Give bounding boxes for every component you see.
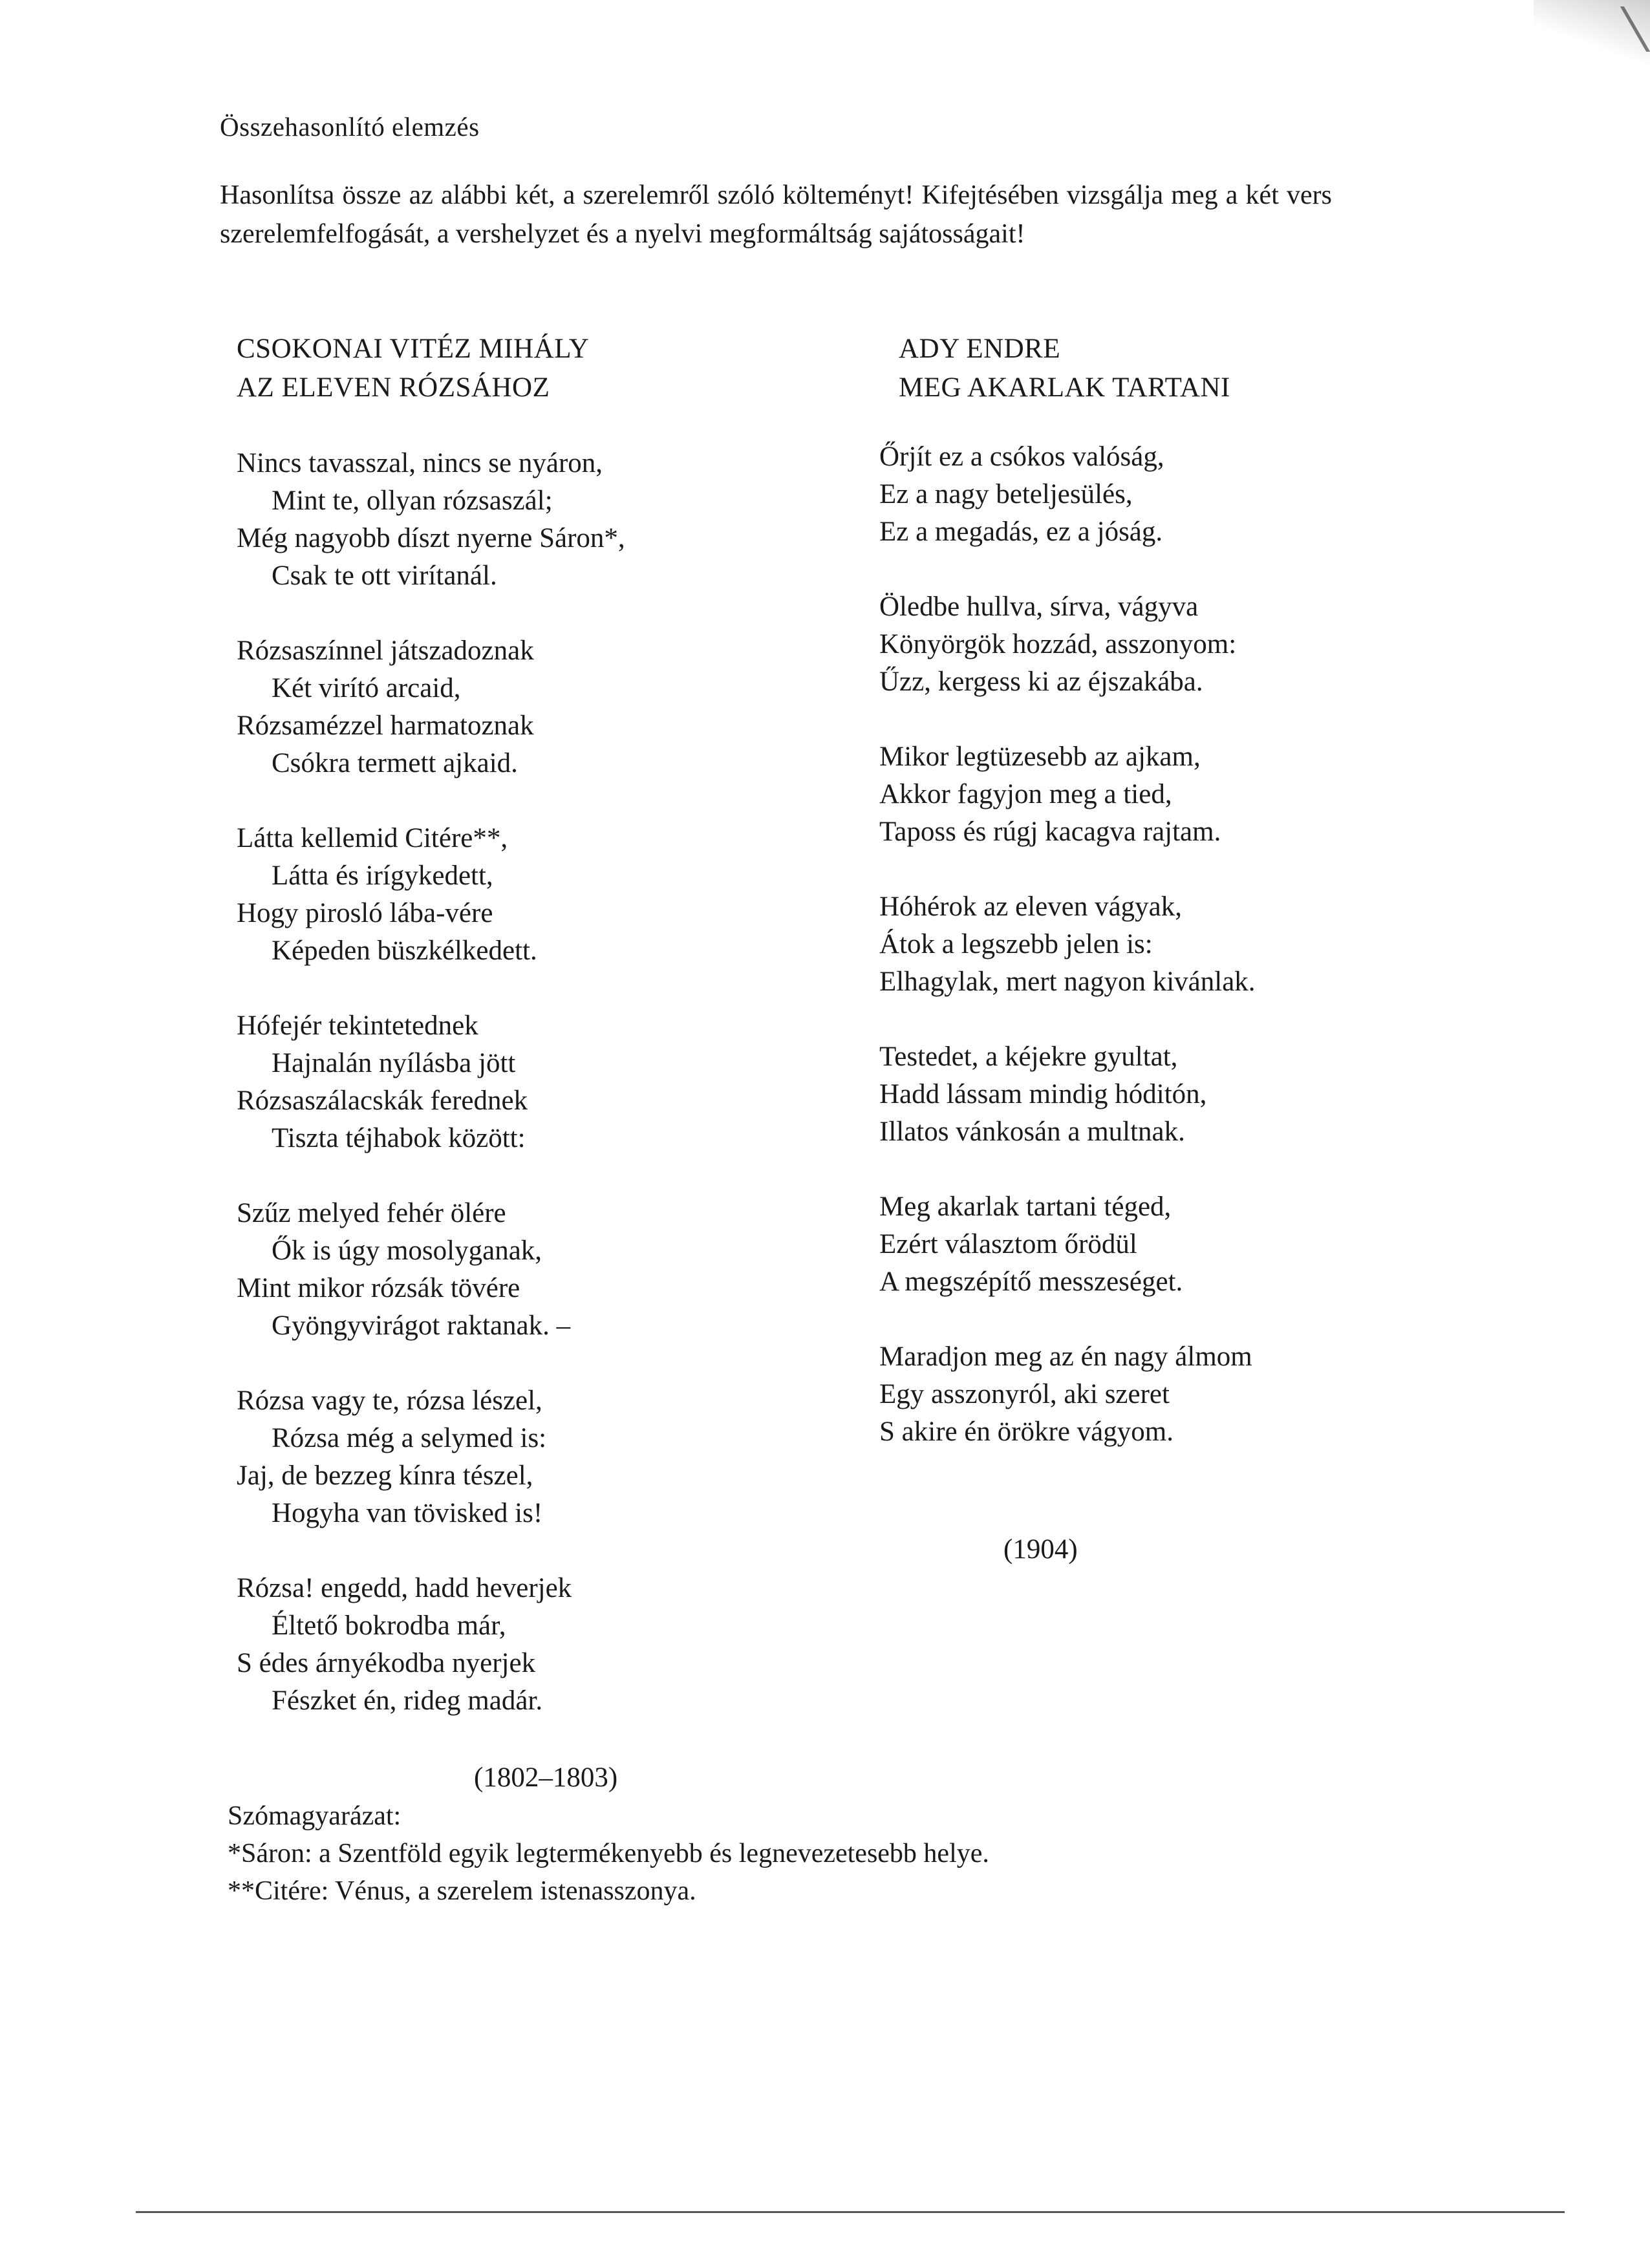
poem-line: Átok a legszebb jelen is:: [879, 929, 1153, 959]
poem-line: Látta és irígykedett,: [272, 861, 493, 891]
poem-line: Akkor fagyjon meg a tied,: [879, 779, 1172, 809]
poem-stanza: [237, 632, 625, 782]
poem-line: Rózsaszínnel játszadoznak: [237, 636, 534, 666]
poem-stanza: [879, 1188, 1256, 1301]
glossary-entry: *Sáron: a Szentföld egyik legtermékenyebb és legnevezetesebb helye.: [228, 1839, 989, 1868]
poem-line: Ezért választom őrödül: [879, 1229, 1137, 1259]
poem-line: Rózsaszálacskák ferednek: [237, 1086, 528, 1116]
left-poem-date: (1802–1803): [474, 1762, 618, 1793]
poem-line: Gyöngyvirágot raktanak. –: [272, 1311, 571, 1341]
poem-line: Látta kellemid Citére**,: [237, 823, 508, 853]
poem-line: Képeden büszkélkedett.: [272, 936, 537, 966]
poem-stanza: [237, 1382, 625, 1532]
poem-line: Hóhérok az eleven vágyak,: [879, 892, 1183, 922]
left-poem-header: [237, 330, 589, 407]
poem-line: Rózsa! engedd, hadd heverjek: [237, 1573, 572, 1603]
poem-stanza: [879, 888, 1256, 1001]
poem-line: Egy asszonyról, aki szeret: [879, 1379, 1170, 1409]
right-poem-body: [879, 438, 1256, 1451]
poem-line: S édes árnyékodba nyerjek: [237, 1648, 536, 1678]
glossary-heading: Szómagyarázat:: [228, 1801, 402, 1831]
poem-stanza: [879, 438, 1256, 551]
right-poem-header: [899, 330, 1230, 407]
glossary-entry: **Citére: Vénus, a szerelem istenasszonya.: [228, 1876, 696, 1906]
poem-line: Mint te, ollyan rózsaszál;: [272, 486, 553, 516]
poem-stanza: [237, 1570, 625, 1720]
poem-line: Könyörgök hozzád, asszonyom:: [879, 629, 1237, 659]
task-instructions: Hasonlítsa össze az alábbi két, a szerelemről szóló költeményt! Kifejtésében vizsgálja meg a két vers szerelemfelfogását, a vershelyzet és a nyelvi megformáltság sajátosságait!: [220, 180, 1332, 249]
poem-line: Maradjon meg az én nagy álmom: [879, 1342, 1252, 1372]
poem-line: Rózsa vagy te, rózsa lészel,: [237, 1385, 542, 1416]
poem-stanza: [237, 445, 625, 595]
poem-line: Jaj, de bezzeg kínra tészel,: [237, 1460, 533, 1491]
left-poem-author: CSOKONAI VITÉZ MIHÁLY: [237, 334, 590, 364]
poem-line: Illatos vánkosán a multnak.: [879, 1117, 1185, 1147]
poem-line: Hófejér tekintetednek: [237, 1011, 478, 1041]
poem-line: Fészket én, rideg madár.: [272, 1685, 543, 1716]
poem-line: Tiszta téjhabok között:: [272, 1123, 526, 1153]
poem-line: Meg akarlak tartani téged,: [879, 1192, 1172, 1222]
poem-line: Csak te ott virítanál.: [272, 561, 497, 591]
poem-line: Még nagyobb díszt nyerne Sáron*,: [237, 523, 625, 553]
poem-line: Mint mikor rózsák tövére: [237, 1273, 520, 1303]
poem-line: Taposs és rúgj kacagva rajtam.: [879, 817, 1221, 847]
poem-line: A megszépítő messzeséget.: [879, 1267, 1183, 1297]
poem-stanza: [237, 1007, 625, 1157]
poem-line: Hogyha van tövisked is!: [272, 1498, 543, 1528]
poem-stanza: [237, 1195, 625, 1345]
poem-stanza: [879, 588, 1256, 701]
poem-line: Két virító arcaid,: [272, 673, 461, 703]
poem-line: Ez a megadás, ez a jóság.: [879, 517, 1163, 547]
poem-line: Hogy pirosló lába-vére: [237, 898, 493, 928]
poem-line: Űzz, kergess ki az éjszakába.: [879, 667, 1203, 697]
poem-line: Nincs tavasszal, nincs se nyáron,: [237, 448, 603, 478]
right-poem-date: (1904): [1003, 1534, 1078, 1565]
page-heading: Összehasonlító elemzés: [220, 112, 480, 142]
poem-line: Szűz melyed fehér ölére: [237, 1198, 506, 1228]
poem-line: Mikor legtüzesebb az ajkam,: [879, 742, 1201, 772]
poem-stanza: [879, 1338, 1256, 1451]
poem-line: Ők is úgy mosolyganak,: [272, 1236, 542, 1266]
poem-line: Rózsa még a selymed is:: [272, 1423, 547, 1453]
poem-stanza: [237, 820, 625, 970]
poem-stanza: [879, 1038, 1256, 1151]
left-poem-title: AZ ELEVEN RÓZSÁHOZ: [237, 372, 550, 403]
poem-stanza: [879, 738, 1256, 851]
poem-line: Testedet, a kéjekre gyultat,: [879, 1042, 1178, 1072]
poem-line: S akire én örökre vágyom.: [879, 1417, 1173, 1447]
poem-line: Éltető bokrodba már,: [272, 1610, 506, 1641]
right-poem-author: ADY ENDRE: [899, 334, 1061, 364]
bottom-scan-line: [136, 2211, 1565, 2213]
poem-line: Öledbe hullva, sírva, vágyva: [879, 592, 1199, 622]
left-poem-body: [237, 445, 625, 1720]
poem-line: Hadd lássam mindig hóditón,: [879, 1079, 1207, 1109]
poem-line: Ez a nagy beteljesülés,: [879, 479, 1133, 509]
glossary: [228, 1797, 989, 1910]
poem-line: Elhagylak, mert nagyon kivánlak.: [879, 967, 1256, 997]
poem-line: Rózsamézzel harmatoznak: [237, 711, 534, 741]
poem-line: Csókra termett ajkaid.: [272, 748, 518, 778]
right-poem-title: MEG AKARLAK TARTANI: [899, 372, 1230, 403]
poem-line: Hajnalán nyílásba jött: [272, 1048, 516, 1078]
poem-line: Őrjít ez a csókos valóság,: [879, 442, 1164, 472]
